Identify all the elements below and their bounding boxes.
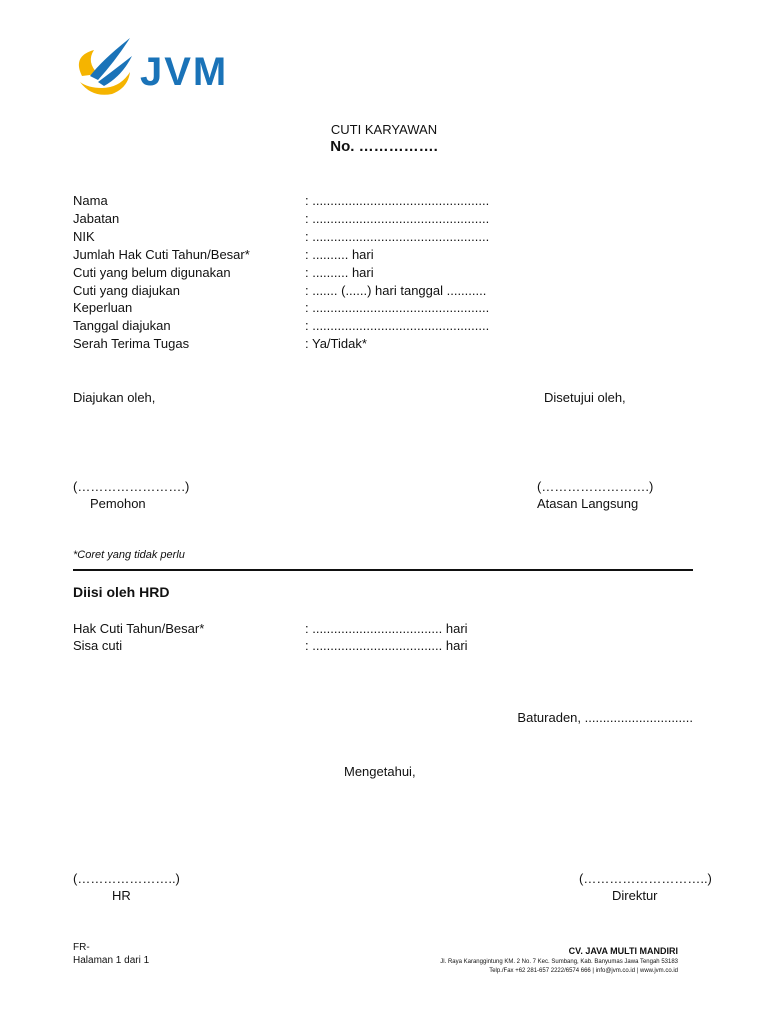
form-row-tanggal-diajukan: [73, 317, 489, 334]
form-label: Sisa cuti: [73, 638, 123, 653]
form-label: NIK: [73, 229, 95, 244]
company-name: CV. JAVA MULTI MANDIRI: [568, 946, 678, 956]
page-number: Halaman 1 dari 1: [73, 955, 150, 966]
document-number: No. …………….: [330, 138, 438, 155]
form-value: : .................................................: [305, 318, 490, 333]
applicant-role: Pemohon: [90, 496, 146, 511]
form-value: : .......... hari: [305, 247, 374, 262]
hrd-heading: Diisi oleh HRD: [73, 584, 170, 600]
form-row-cuti-diajukan: [73, 282, 486, 299]
place-date: Baturaden, ..............................: [517, 710, 693, 725]
form-row-jumlah-hak-cuti: [73, 246, 374, 263]
form-value: : .................................................: [305, 300, 490, 315]
acknowledged-label: Mengetahui,: [344, 764, 416, 779]
form-label: Keperluan: [73, 300, 133, 315]
form-row-serah-terima: [73, 335, 367, 352]
logo-text: JVM: [140, 50, 229, 94]
form-label: Jumlah Hak Cuti Tahun/Besar*: [73, 247, 250, 262]
form-value: : ....... (......) hari tanggal ...........: [305, 283, 487, 298]
form-label: Tanggal diajukan: [73, 318, 171, 333]
hr-signature-blank: (…………………..): [73, 871, 180, 886]
submitted-by-label: Diajukan oleh,: [73, 390, 156, 405]
hrd-row-hak-cuti: [73, 620, 468, 637]
form-value: : .................................... hari: [305, 638, 468, 653]
form-label: Cuti yang diajukan: [73, 283, 180, 298]
form-label: Hak Cuti Tahun/Besar*: [73, 621, 205, 636]
form-value: : .................................................: [305, 193, 490, 208]
supervisor-role: Atasan Langsung: [537, 496, 639, 511]
form-value: : Ya/Tidak*: [305, 336, 367, 351]
director-signature-blank: (………………………..): [579, 871, 712, 886]
section-divider: [73, 569, 693, 571]
form-row-cuti-belum-digunakan: [73, 264, 374, 281]
form-label: Serah Terima Tugas: [73, 336, 190, 351]
form-row-nama: [73, 192, 489, 209]
form-value: : .................................... hari: [305, 621, 468, 636]
document-title: CUTI KARYAWAN: [330, 122, 438, 137]
hrd-row-sisa-cuti: [73, 637, 468, 654]
form-value: : .................................................: [305, 229, 490, 244]
footnote: *Coret yang tidak perlu: [73, 549, 185, 561]
form-code: FR-: [73, 942, 90, 953]
form-row-nik: [73, 228, 489, 245]
company-contact: Telp./Fax +62 281-657 2222/6574 666 | info@jvm.co.id | www.jvm.co.id: [489, 968, 678, 974]
form-value: : .......... hari: [305, 265, 374, 280]
director-role: Direktur: [612, 888, 658, 903]
form-value: : .................................................: [305, 211, 490, 226]
form-label: Nama: [73, 193, 108, 208]
hr-role: HR: [112, 888, 131, 903]
form-row-jabatan: [73, 210, 489, 227]
form-row-keperluan: [73, 299, 489, 316]
jvm-logo-icon: [72, 36, 142, 102]
approved-by-label: Disetujui oleh,: [544, 390, 626, 405]
form-label: Jabatan: [73, 211, 120, 226]
company-address: Jl. Raya Karanggintung KM. 2 No. 7 Kec. Sumbang, Kab. Banyumas Jawa Tengah 53183: [440, 959, 678, 965]
form-label: Cuti yang belum digunakan: [73, 265, 231, 280]
applicant-signature-blank: (…………………….): [73, 479, 190, 494]
supervisor-signature-blank: (…………………….): [537, 479, 654, 494]
